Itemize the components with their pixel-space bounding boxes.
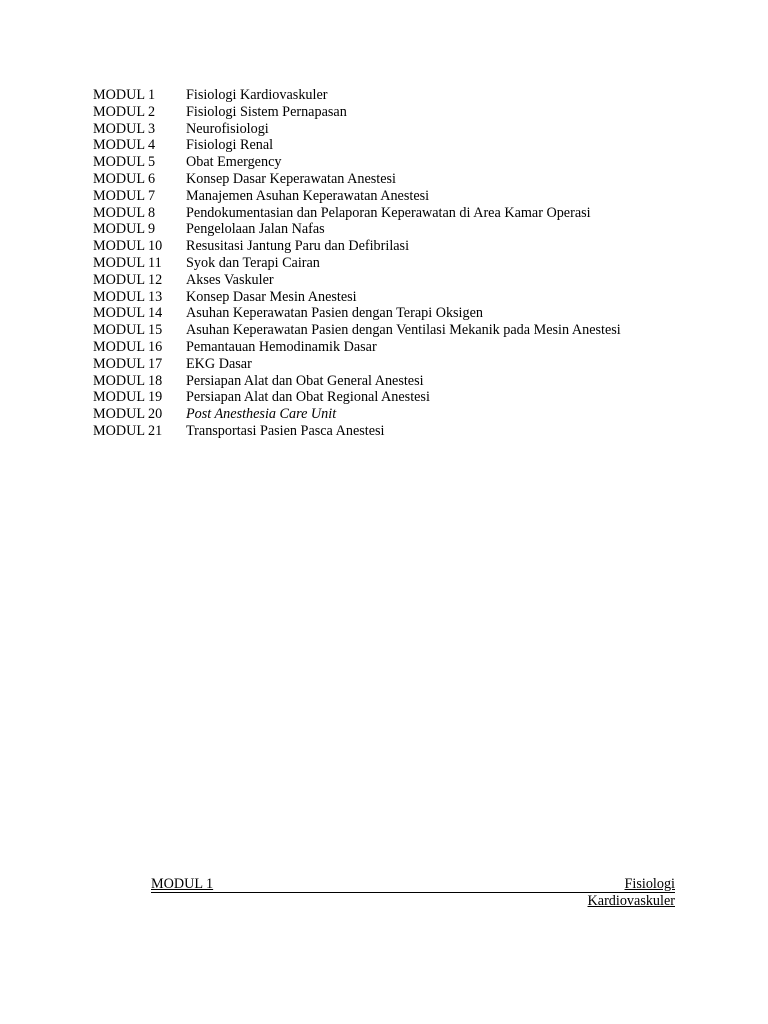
module-row [93, 322, 733, 339]
module-row [93, 171, 733, 188]
module-row [93, 238, 733, 255]
module-title: Post Anesthesia Care Unit [186, 406, 337, 423]
module-row [93, 188, 733, 205]
module-title: Konsep Dasar Mesin Anestesi [186, 288, 357, 305]
module-code: MODUL 21 [93, 422, 163, 439]
module-code: MODUL 1 [93, 87, 156, 103]
module-row [93, 221, 733, 238]
module-title: Akses Vaskuler [186, 271, 274, 288]
module-title: Asuhan Keperawatan Pasien dengan Ventilasi Mekanik pada Mesin Anestesi [186, 322, 621, 339]
module-code: MODUL 19 [93, 389, 163, 406]
module-code: MODUL 14 [93, 305, 163, 322]
module-code: MODUL 17 [93, 355, 163, 372]
module-code: MODUL 6 [93, 170, 156, 187]
module-row [93, 356, 733, 373]
module-code: MODUL 20 [93, 406, 163, 423]
module-code: MODUL 11 [93, 254, 162, 271]
module-row [93, 87, 733, 104]
module-row [93, 272, 733, 289]
module-title: Neurofisiologi [186, 120, 269, 137]
module-title: Transportasi Pasien Pasca Anestesi [186, 422, 385, 439]
module-code: MODUL 9 [93, 221, 156, 238]
module-title: Syok dan Terapi Cairan [186, 254, 320, 271]
module-title: Persiapan Alat dan Obat General Anestesi [186, 372, 424, 389]
module-title: Fisiologi Renal [186, 137, 274, 154]
module-row [93, 104, 733, 121]
module-title: Persiapan Alat dan Obat Regional Anestesi [186, 389, 430, 406]
module-row [93, 339, 733, 356]
module-title: Pendokumentasian dan Pelaporan Keperawatan di Area Kamar Operasi [186, 204, 591, 221]
module-code: MODUL 10 [93, 238, 163, 255]
module-code: MODUL 13 [93, 288, 163, 305]
module-heading-title-part1: Fisiologi [624, 876, 675, 892]
module-row [93, 406, 733, 423]
module-title: Pengelolaan Jalan Nafas [186, 221, 325, 238]
module-code: MODUL 18 [93, 372, 163, 389]
module-title: Resusitasi Jantung Paru dan Defibrilasi [186, 238, 410, 255]
module-row [93, 205, 733, 222]
module-code: MODUL 12 [93, 271, 163, 288]
module-title: EKG Dasar [186, 355, 252, 372]
module-title: Konsep Dasar Keperawatan Anestesi [186, 170, 396, 187]
module-code: MODUL 5 [93, 154, 156, 171]
module-title: Pemantauan Hemodinamik Dasar [186, 338, 377, 355]
module-row [93, 305, 733, 322]
module-code: MODUL 7 [93, 187, 156, 204]
module-row [93, 121, 733, 138]
module-heading-code: MODUL 1 [151, 876, 214, 892]
module-code: MODUL 4 [93, 137, 156, 154]
module-row [93, 373, 733, 390]
module-list [93, 87, 733, 440]
module-row [93, 137, 733, 154]
module-row [93, 289, 733, 306]
module-row [93, 423, 733, 440]
module-title: Asuhan Keperawatan Pasien dengan Terapi Oksigen [186, 305, 483, 322]
module-row [93, 389, 733, 406]
module-code: MODUL 15 [93, 322, 163, 339]
module-heading-title-part2: Kardiovaskuler [587, 893, 675, 909]
module-heading [151, 876, 675, 910]
module-row [93, 154, 733, 171]
module-title: Obat Emergency [186, 154, 282, 171]
module-code: MODUL 2 [93, 103, 156, 120]
module-code: MODUL 16 [93, 338, 163, 355]
module-row [93, 255, 733, 272]
module-code: MODUL 8 [93, 204, 156, 221]
module-title: Fisiologi Sistem Pernapasan [186, 103, 347, 120]
module-heading-line [151, 876, 675, 893]
module-title: Manajemen Asuhan Keperawatan Anestesi [186, 187, 430, 204]
module-title: Fisiologi Kardiovaskuler [186, 87, 328, 103]
module-code: MODUL 3 [93, 120, 156, 137]
